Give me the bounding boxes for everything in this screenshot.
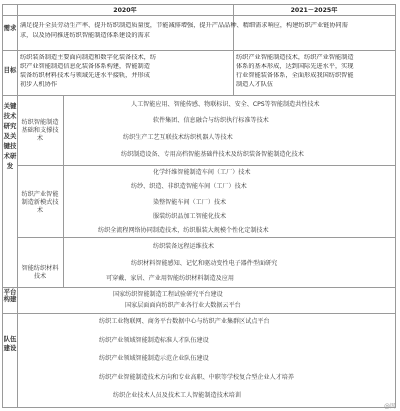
research-label: 关键技术研究及关键技术研发 <box>3 102 17 170</box>
header-2021-2025: 2021－2025年 <box>290 7 338 14</box>
research-item: 纺纱、织造、非织造智能车间（工厂）技术 <box>131 183 247 190</box>
talent-item: 纺织产业领域智能制造标准人才队伍建设 <box>99 337 209 344</box>
goal-2020-line-3: 装备纺织材料技术与领域先进水平接轨，并形成 <box>20 72 150 79</box>
research-item: 人工智能应用、智能传感、物联标识、安全、CPS等智能制造共性技术 <box>131 101 320 108</box>
research-item: 纺织装备远程运维技术 <box>153 243 214 250</box>
needs-text-line-2: 求，以及协同推进纺织智能制造体系建设的需求 <box>20 32 150 39</box>
research-item: 化学纤维智能制造车间（工厂）技术 <box>153 169 251 176</box>
research-item: 染整智能车间（工厂）技术 <box>153 199 227 206</box>
goal-2025-line-3: 行业智能装备体系，全面形成我国纺织智能 <box>236 72 354 79</box>
goals-label: 目标 <box>3 66 17 74</box>
goal-2025-line-1: 纺织产业智能制造技术，纺织产业智能制造 <box>236 54 354 61</box>
research-item: 纺织生产工艺互联技术纺织机器人等技术 <box>123 134 233 141</box>
talent-item: 纺织企业技术人员及技术工人智能制造技术培训 <box>113 392 241 399</box>
research-item: 纺织全流程网络协同制造技术，纺织服装大规模个性化定制技术 <box>98 227 269 234</box>
goal-2020-line-4: 初步人机协作 <box>20 81 58 88</box>
talent-item: 纺织产业领域智能制造示范企业队伍建设 <box>99 355 209 362</box>
needs-text-line-1: 满足提升全员劳动生产率、提升纺织制造质量度，节能减排增强，提升产品品种、精细需求响应，构建纺织产业链协同需 <box>20 22 348 29</box>
divider <box>3 313 395 314</box>
research-item: 可穿戴、家居、产业用智能纺织材料制造及应用 <box>106 275 234 282</box>
talent-item: 纺织工业物联网、商务平台数据中心与纺织产业集群区试点平台 <box>99 318 270 325</box>
divider <box>3 15 395 16</box>
goal-2025-line-4: 制造人才队伍 <box>236 81 274 88</box>
talent-label: 队伍建设 <box>3 335 17 352</box>
header-2020: 2020年 <box>113 7 137 14</box>
research-group-2-label: 纺织产业智能制造新模式技术 <box>21 191 59 214</box>
divider <box>3 50 395 51</box>
divider <box>17 5 18 407</box>
divider <box>17 165 395 166</box>
platform-item: 国家纺织智能制造工程试验研究平台建设 <box>113 291 223 298</box>
roadmap-table <box>2 4 396 408</box>
watermark: @网 <box>383 403 396 410</box>
divider <box>3 287 395 288</box>
platform-item: 国家层面面向纺织产业各行业大数据云平台 <box>125 302 241 309</box>
talent-item: 纺织产业智能制造技术方向和专业高职、中职等学校复合型企业人才培养 <box>99 374 294 381</box>
platform-label: 平台构建 <box>3 288 17 303</box>
goal-2025-line-2: 体系的基本形成，达到国际先进水平，实现 <box>236 63 354 70</box>
goal-2020-line-2: 织产业智能制造信息化装备体系构建，智能制造 <box>20 63 150 70</box>
research-group-1-label: 纺织智能制造基础和支撑技术 <box>21 119 59 142</box>
goal-2020-line-1: 纺织装备制造主要面向制造和数字化装备技术，纺 <box>20 54 157 61</box>
research-item: 纺织制造设备、专用高档智能基础件技术及纺织装备智能制造化技术 <box>121 151 304 158</box>
research-item: 纺织材料智能感知、记忆和驱动变性电子器件型面研究 <box>131 260 278 267</box>
research-item: 服装纺织品加工智能化技术 <box>153 213 227 220</box>
needs-label: 需求 <box>3 24 17 32</box>
divider <box>3 95 395 96</box>
research-group-3-label: 智能纺织材料技术 <box>21 265 59 280</box>
divider <box>63 95 64 287</box>
research-item: 软件集团、信息融合与纺织执行标准等技术 <box>153 117 269 124</box>
divider <box>17 237 395 238</box>
